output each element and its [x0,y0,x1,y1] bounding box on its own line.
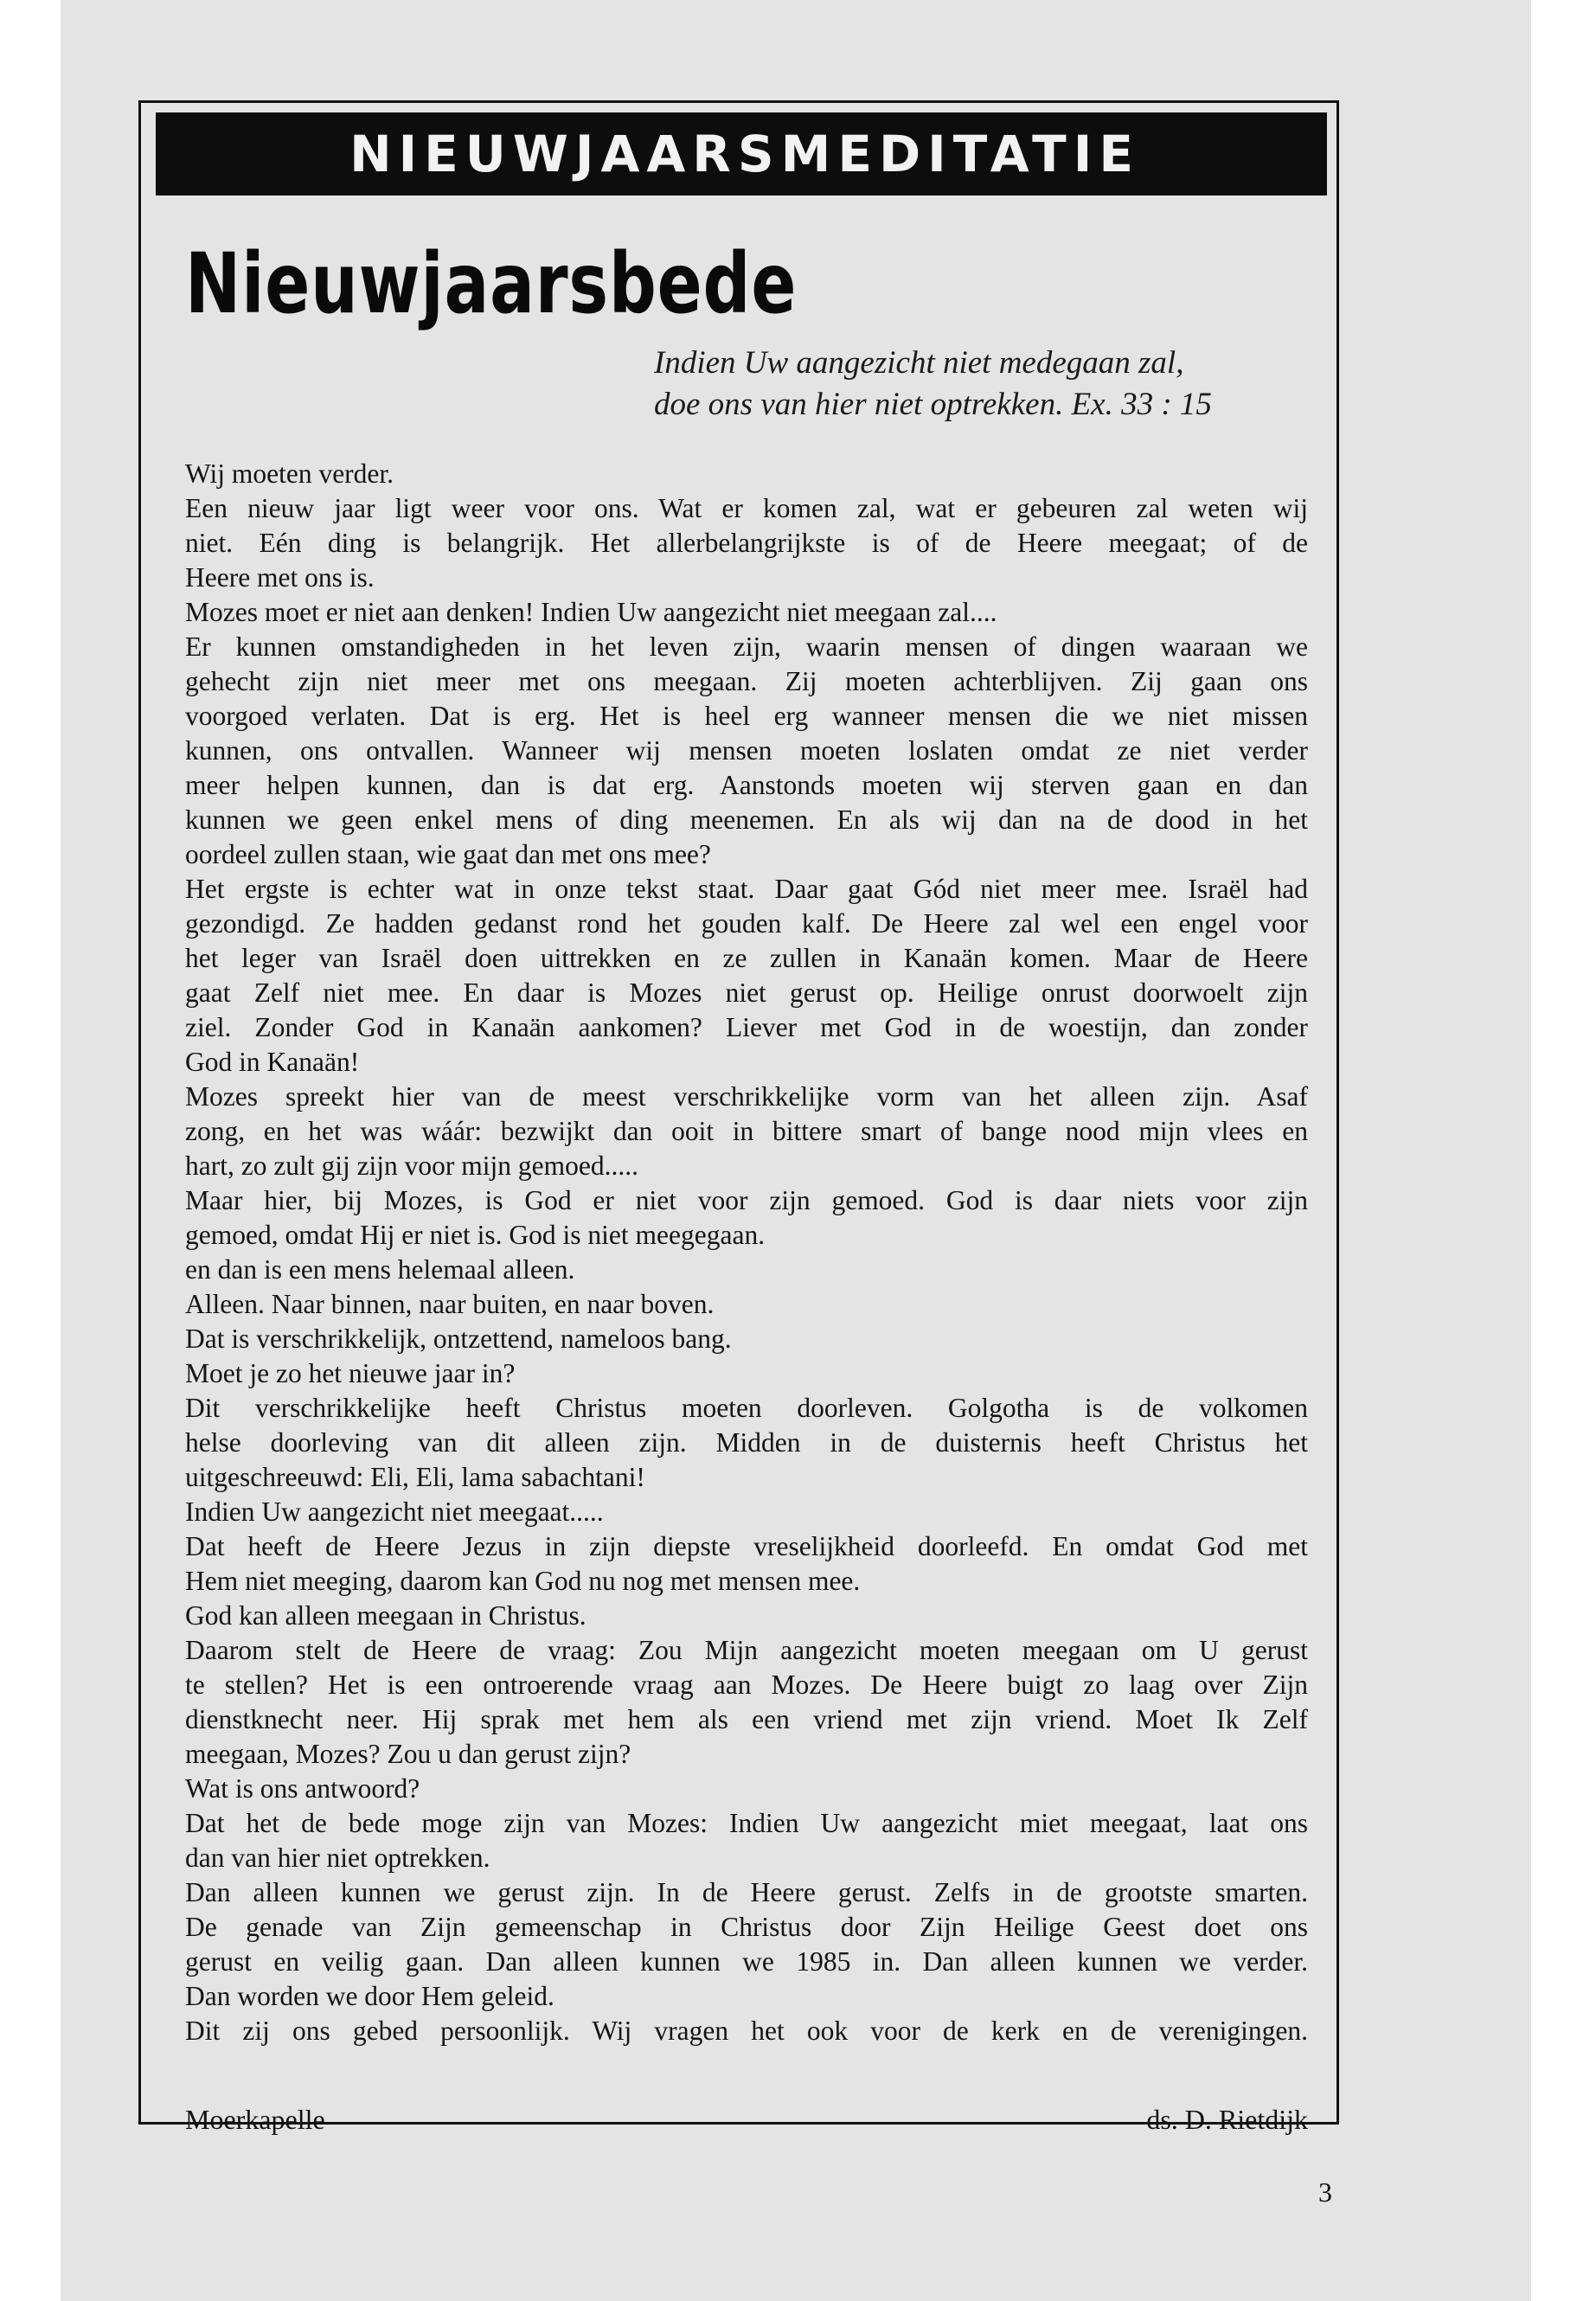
body-line: kunnen, ons ontvallen. Wanneer wij mensen moeten loslaten omdat ze niet verder [185,735,1308,766]
body-line: dan van hier niet optrekken. [185,1843,490,1873]
body-line: God in Kanaän! [185,1047,360,1077]
body-line: Mozes moet er niet aan denken! Indien Uw aangezicht niet meegaan zal.... [185,597,997,627]
body-line: kunnen we geen enkel mens of ding meenemen. En als wij dan na de dood in het [185,804,1308,835]
body-line: Heere met ons is. [185,562,375,593]
body-line: gaat Zelf niet mee. En daar is Mozes niet gerust op. Heilige onrust doorwoelt zijn [185,977,1308,1008]
body-line: Indien Uw aangezicht niet meegaat..... [185,1497,604,1527]
body-line: Hem niet meeging, daarom kan God nu nog met mensen mee. [185,1566,861,1596]
article-body [185,457,1308,2048]
body-line: Wij moeten verder. [185,458,394,489]
body-line: dienstknecht neer. Hij sprak met hem als een vriend met zijn vriend. Moet Ik Zelf [185,1704,1308,1734]
body-line: en dan is een mens helemaal alleen. [185,1254,575,1285]
body-line: gemoed, omdat Hij er niet is. God is niet meegegaan. [185,1220,766,1250]
epigraph-line: Indien Uw aangezicht niet medegaan zal, [654,345,1184,381]
body-line: niet. Eén ding is belangrijk. Het allerbelangrijkste is of de Heere meegaat; of de [185,528,1308,558]
body-line: meegaan, Mozes? Zou u dan gerust zijn? [185,1739,631,1769]
body-line: Dan alleen kunnen we gerust zijn. In de Heere gerust. Zelfs in de grootste smarten. [185,1877,1308,1907]
body-line: helse doorleving van dit alleen zijn. Midden in de duisternis heeft Christus het [185,1427,1308,1458]
body-line: Mozes spreekt hier van de meest verschrikkelijke vorm van het alleen zijn. Asaf [185,1081,1308,1112]
body-line: Er kunnen omstandigheden in het leven zijn, waarin mensen of dingen waaraan we [185,631,1308,662]
body-line: oordeel zullen staan, wie gaat dan met ons mee? [185,839,711,869]
body-line: zong, en het was wáár: bezwijkt dan ooit in bittere smart of bange nood mijn vlees en [185,1116,1308,1146]
body-line: Maar hier, bij Mozes, is God er niet voor zijn gemoed. God is daar niets voor zijn [185,1185,1308,1215]
body-line: Dit verschrikkelijke heeft Christus moeten doorleven. Golgotha is de volkomen [185,1393,1308,1423]
author-name: ds. D. Rietdijk [1146,2104,1308,2135]
body-line: Het ergste is echter wat in onze tekst staat. Daar gaat Gód niet meer mee. Israël had [185,874,1308,904]
body-line: Daarom stelt de Heere de vraag: Zou Mijn aangezicht moeten meegaan om U gerust [185,1635,1308,1665]
body-line: hart, zo zult gij zijn voor mijn gemoed..... [185,1150,639,1181]
body-line: meer helpen kunnen, dan is dat erg. Aanstonds moeten wij sterven gaan en dan [185,770,1308,800]
body-line: Dan worden we door Hem geleid. [185,1981,554,2011]
body-line: te stellen? Het is een ontroerende vraag aan Mozes. De Heere buigt zo laag over Zijn [185,1670,1308,1700]
body-line: het leger van Israël doen uittrekken en ze zullen in Kanaän komen. Maar de Heere [185,943,1308,973]
body-line: uitgeschreeuwd: Eli, Eli, lama sabachtani! [185,1462,645,1492]
body-line: Moet je zo het nieuwe jaar in? [185,1358,516,1388]
place-name: Moerkapelle [185,2104,325,2135]
page-number: 3 [1318,2176,1332,2208]
body-line: Dat het de bede moge zijn van Mozes: Indien Uw aangezicht miet meegaat, laat ons [185,1808,1308,1838]
signature-row [185,2100,1308,2138]
body-line: ziel. Zonder God in Kanaän aankomen? Liever met God in de woestijn, dan zonder [185,1012,1308,1042]
body-line: Wat is ons antwoord? [185,1773,420,1804]
article-title: Nieuwjaarsbede [185,235,798,332]
body-line: Dit zij ons gebed persoonlijk. Wij vragen het ook voor de kerk en de verenigingen. [185,2016,1308,2046]
body-line: God kan alleen meegaan in Christus. [185,1600,586,1631]
body-line: Een nieuw jaar ligt weer voor ons. Wat er komen zal, wat er gebeuren zal weten wij [185,493,1308,523]
body-line: gerust en veilig gaan. Dan alleen kunnen we 1985 in. Dan alleen kunnen we verder. [185,1946,1308,1977]
body-line: voorgoed verlaten. Dat is erg. Het is heel erg wanneer mensen die we niet missen [185,701,1308,731]
body-line: Dat heeft de Heere Jezus in zijn diepste vreselijkheid doorleefd. En omdat God met [185,1531,1308,1561]
section-banner: NIEUWJAARSMEDITATIE [156,112,1327,195]
epigraph [654,343,1311,426]
body-line: Dat is verschrikkelijk, ontzettend, nameloos bang. [185,1324,732,1354]
body-line: Alleen. Naar binnen, naar buiten, en naar boven. [185,1289,715,1319]
epigraph-line: doe ons van hier niet optrekken. Ex. 33 : 15 [654,387,1212,422]
body-line: gehecht zijn niet meer met ons meegaan. Zij moeten achterblijven. Zij gaan ons [185,666,1308,696]
body-line: gezondigd. Ze hadden gedanst rond het gouden kalf. De Heere zal wel een engel voor [185,908,1308,939]
body-line: De genade van Zijn gemeenschap in Christus door Zijn Heilige Geest doet ons [185,1912,1308,1942]
